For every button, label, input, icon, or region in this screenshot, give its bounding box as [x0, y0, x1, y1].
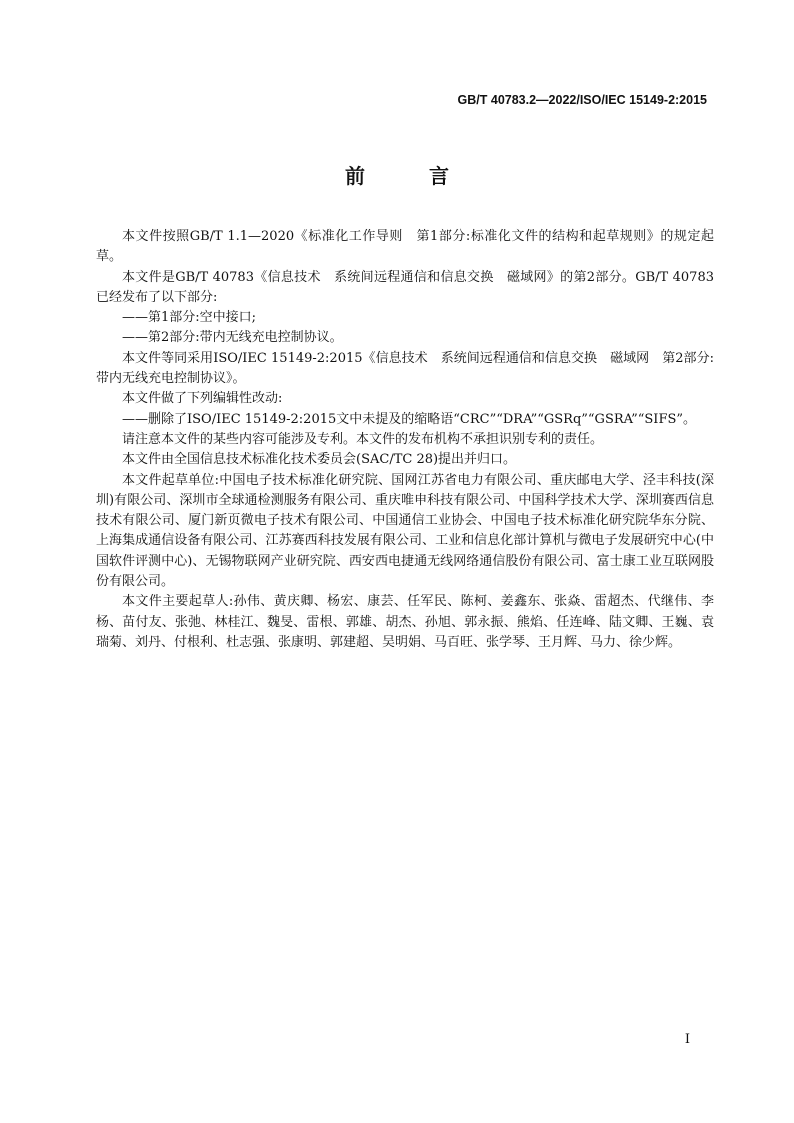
paragraph-drafting-units: 本文件起草单位:中国电子技术标准化研究院、国网江苏省电力有限公司、重庆邮电大学、泾丰科技(深圳)有限公司、深圳市全球通检测服务有限公司、重庆唯申科技有限公司、中国科学技术大学、深圳赛西信息技术有限公司、厦门新页微电子技术有限公司、中国通信工业协会、中国电子技术标准化研究院华东分院、上海集成通信设备有限公司、江苏赛西科技发展有限公司、工业和信息化部计算机与微电子发展研究中心(中国软件评测中心)、无锡物联网产业研究院、西安西电捷通无线网络通信股份有限公司、富士康工业互联网股份有限公司。: [96, 472, 714, 590]
list-item-part-1: ——第1部分:空中接口;: [122, 310, 257, 326]
paragraph-identical-adoption: 本文件等同采用ISO/IEC 15149-2:2015《信息技术 系统间远程通信和信息交换 磁域网 第2部分:带内无线充电控制协议》。: [96, 350, 714, 387]
standard-number-header: GB/T 40783.2—2022/ISO/IEC 15149-2:2015: [457, 93, 707, 107]
list-item-part-2: ——第2部分:带内无线充电控制协议。: [122, 330, 343, 346]
paragraph-patent-notice: 请注意本文件的某些内容可能涉及专利。本文件的发布机构不承担识别专利的责任。: [122, 431, 604, 447]
page-number: I: [684, 1032, 690, 1047]
foreword-body: [96, 227, 714, 653]
paragraph-editorial-changes: 本文件做了下列编辑性改动:: [122, 391, 283, 407]
page-title: 前 言: [345, 164, 471, 188]
paragraph-series-part: 本文件是GB/T 40783《信息技术 系统间远程通信和信息交换 磁域网》的第2部分。GB/T 40783已经发布了以下部分:: [96, 269, 714, 305]
paragraph-drafting-rules: 本文件按照GB/T 1.1—2020《标准化工作导则 第1部分:标准化文件的结构和起草规则》的规定起草。: [96, 229, 714, 265]
paragraph-proposer: 本文件由全国信息技术标准化技术委员会(SAC/TC 28)提出并归口。: [122, 452, 517, 468]
list-item-deleted-abbreviations: ——删除了ISO/IEC 15149-2:2015文中未提及的缩略语“CRC”“DRA”“GSRq”“GSRA”“SIFS”。: [122, 411, 697, 427]
paragraph-drafters: 本文件主要起草人:孙伟、黄庆卿、杨宏、康芸、任军民、陈柯、姜鑫东、张焱、雷超杰、代继伟、李杨、苗付友、张弛、林桂江、魏旻、雷根、郭雄、胡杰、孙旭、郭永振、熊焰、任连峰、陆文卿、王巍、袁瑞菊、刘丹、付根利、杜志强、张康明、郭建超、吴明娟、马百旺、张学琴、王月辉、马力、徐少辉。: [96, 594, 714, 650]
